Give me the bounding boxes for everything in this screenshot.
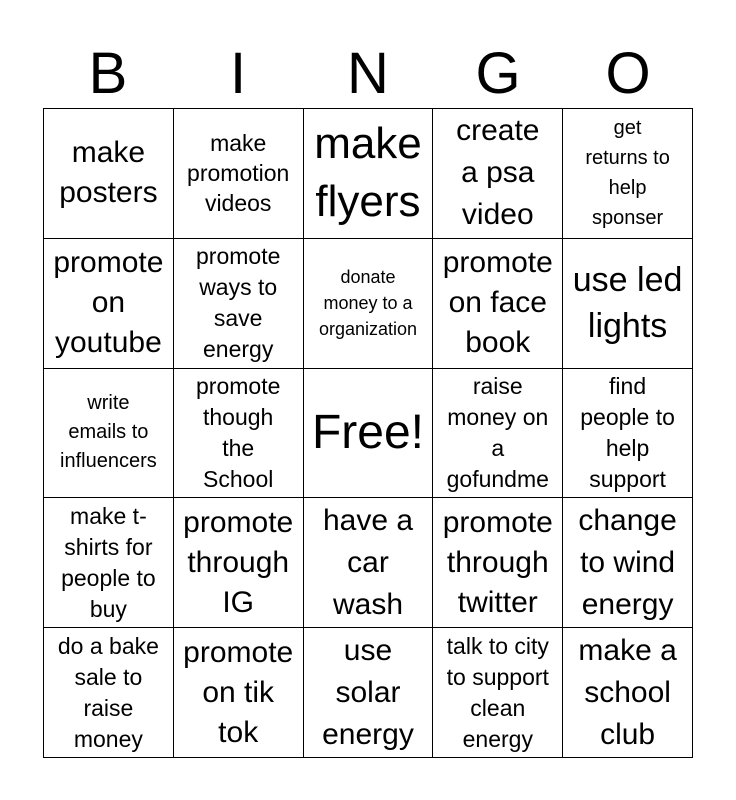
cell-text: promote through IG xyxy=(183,505,294,619)
bingo-cell-r4c5[interactable] xyxy=(563,498,693,628)
header-letter-b: B xyxy=(88,41,128,106)
cell-text: promote on face book xyxy=(442,246,553,360)
bingo-cell-r3c5[interactable] xyxy=(563,369,693,499)
bingo-cell-r3c2[interactable] xyxy=(174,369,304,499)
header-letter-g: G xyxy=(475,41,521,106)
bingo-cell-r5c5[interactable] xyxy=(563,628,693,758)
cell-text: write emails to influencers xyxy=(60,392,157,473)
cell-text: have a car wash xyxy=(322,503,414,621)
bingo-cell-r3c3[interactable] xyxy=(304,369,434,499)
cell-text: make promotion videos xyxy=(187,130,290,217)
cell-text: change to wind energy xyxy=(578,503,677,621)
cell-text: get returns to help sponser xyxy=(585,117,670,230)
bingo-cell-r4c3[interactable] xyxy=(304,498,434,628)
cell-text: promote ways to save energy xyxy=(196,243,281,363)
bingo-cell-r5c1[interactable] xyxy=(44,628,174,758)
bingo-cell-r1c4[interactable] xyxy=(433,109,563,239)
bingo-cell-r5c3[interactable] xyxy=(304,628,434,758)
bingo-grid xyxy=(43,108,693,758)
cell-text: promote on youtube xyxy=(53,246,164,360)
bingo-cell-r2c5[interactable] xyxy=(563,239,693,369)
bingo-cell-r1c5[interactable] xyxy=(563,109,693,239)
bingo-cell-r4c2[interactable] xyxy=(174,498,304,628)
bingo-cell-r1c1[interactable] xyxy=(44,109,174,239)
bingo-cell-r2c1[interactable] xyxy=(44,239,174,369)
bingo-cell-r2c3[interactable] xyxy=(304,239,434,369)
cell-text: use solar energy xyxy=(322,633,414,751)
cell-text: create a psa video xyxy=(456,114,540,232)
bingo-cell-r2c2[interactable] xyxy=(174,239,304,369)
cell-text: make t- shirts for people to buy xyxy=(61,502,156,622)
cell-text: make flyers xyxy=(314,119,422,227)
cell-text: talk to city to support clean energy xyxy=(446,632,549,752)
cell-text: promote though the School xyxy=(196,372,281,492)
bingo-cell-r3c1[interactable] xyxy=(44,369,174,499)
cell-text: raise money on a gofundme xyxy=(446,372,549,492)
bingo-cell-r1c2[interactable] xyxy=(174,109,304,239)
header-letter-o: O xyxy=(605,41,651,106)
bingo-cell-r4c1[interactable] xyxy=(44,498,174,628)
cell-text: find people to help support xyxy=(580,372,675,492)
bingo-cell-r4c4[interactable] xyxy=(433,498,563,628)
cell-text: promote on tik tok xyxy=(183,635,294,749)
cell-text: make a school club xyxy=(578,633,677,751)
bingo-cell-r5c4[interactable] xyxy=(433,628,563,758)
free-space-text: Free! xyxy=(311,405,424,459)
cell-text: use led lights xyxy=(572,261,683,346)
bingo-cell-r5c2[interactable] xyxy=(174,628,304,758)
header-letter-n: N xyxy=(347,41,389,106)
bingo-header xyxy=(43,40,693,108)
bingo-cell-r1c3[interactable] xyxy=(304,109,434,239)
cell-text: donate money to a organization xyxy=(318,267,418,340)
cell-text: do a bake sale to raise money xyxy=(57,632,159,752)
cell-text: make posters xyxy=(59,136,158,210)
header-letter-i: I xyxy=(229,41,247,106)
cell-text: promote through twitter xyxy=(442,505,553,619)
bingo-cell-r3c4[interactable] xyxy=(433,369,563,499)
bingo-cell-r2c4[interactable] xyxy=(433,239,563,369)
